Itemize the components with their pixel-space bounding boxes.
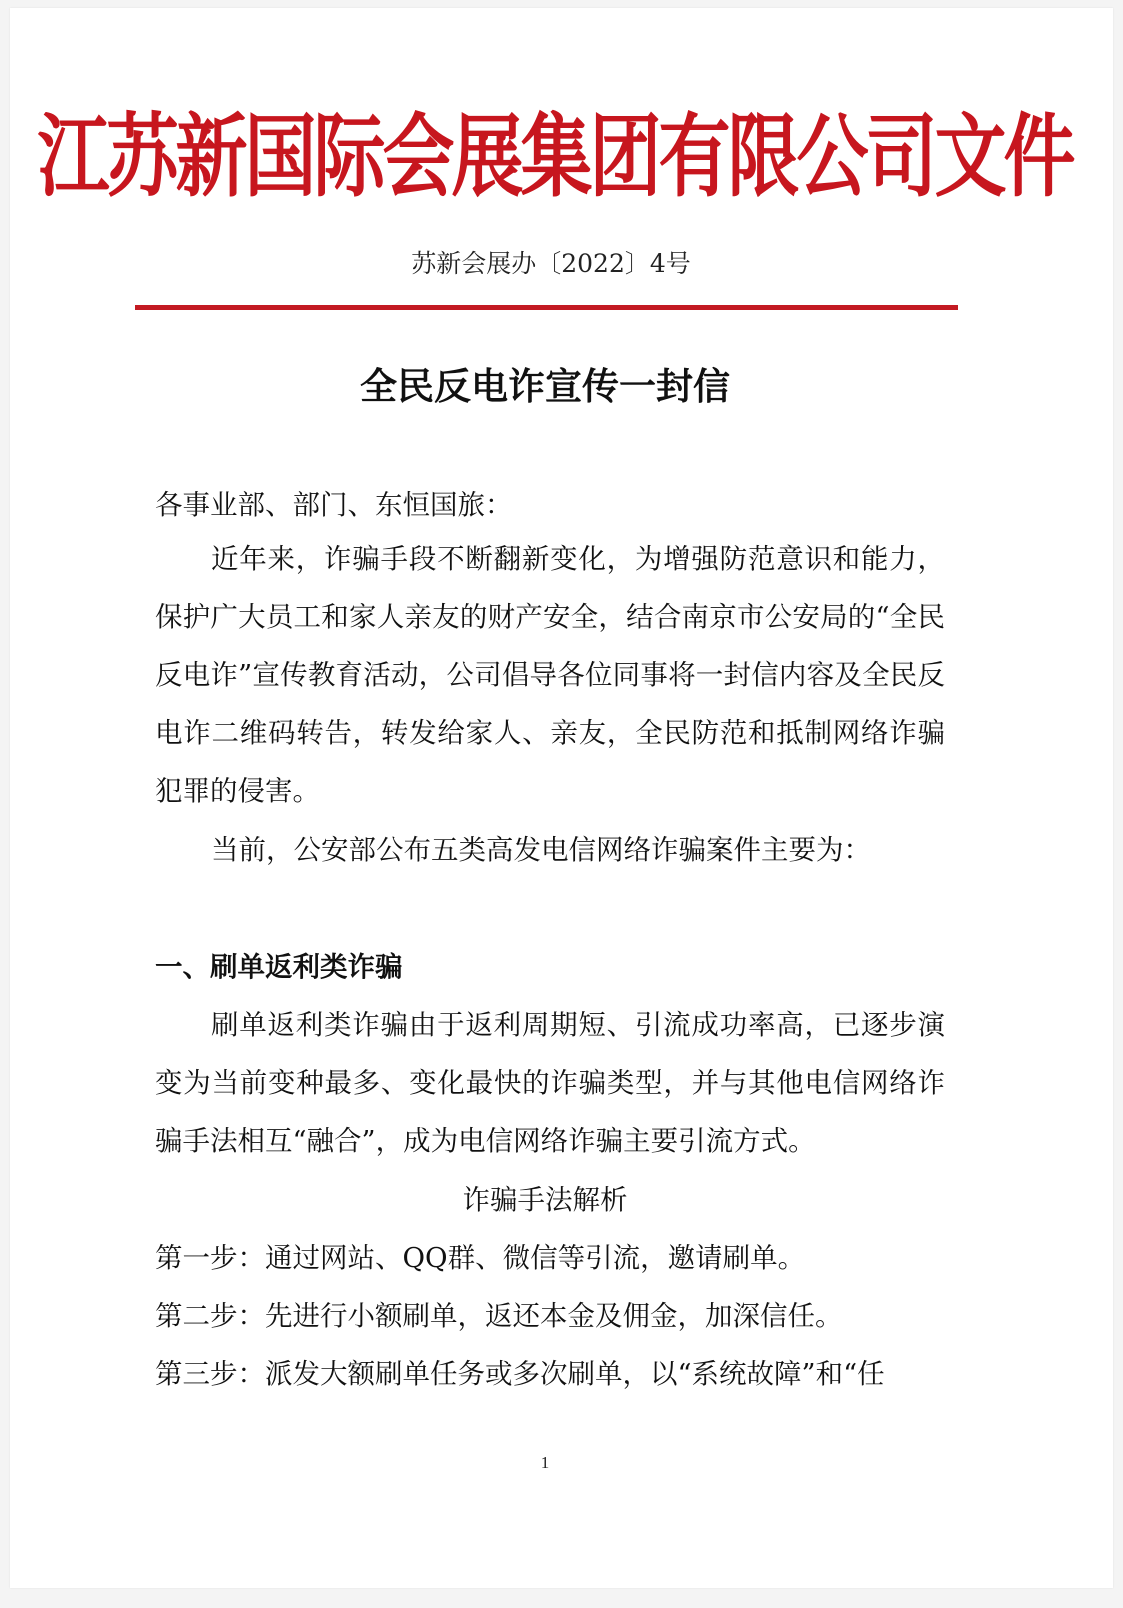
step-item-3: 第三步：派发大额刷单任务或多次刷单，以“系统故障”和“任 (155, 1358, 885, 1390)
page-number: 1 (540, 1453, 550, 1472)
salutation: 各事业部、部门、东恒国旅： (155, 489, 513, 521)
section-paragraph: 刷单返利类诈骗由于返利周期短、引流成功率高，已逐步演变为当前变种最多、变化最快的诈骗类型，并与其他电信网络诈骗手法相互“融合”，成为电信网络诈骗主要引流方式。 (155, 1009, 945, 1157)
case-types-paragraph: 当前，公安部公布五类高发电信网络诈骗案件主要为： (211, 834, 871, 866)
letter-title: 全民反电诈宣传一封信 (360, 364, 730, 408)
step-item-2: 第二步：先进行小额刷单，返还本金及佣金，加深信任。 (155, 1300, 843, 1332)
section-heading: 一、刷单返利类诈骗 (155, 951, 403, 983)
document-number: 苏新会展办〔2022〕4号 (411, 249, 691, 278)
document-page (10, 8, 1113, 1588)
org-header-title: 江苏新国际会展集团有限公司文件 (37, 102, 1073, 209)
red-header-rule (135, 305, 958, 310)
intro-paragraph: 近年来，诈骗手段不断翻新变化，为增强防范意识和能力，保护广大员工和家人亲友的财产安全，结合南京市公安局的“全民反电诈”宣传教育活动，公司倡导各位同事将一封信内容及全民反电诈二维码转告，转发给家人、亲友，全民防范和抵制网络诈骗犯罪的侵害。 (155, 543, 945, 807)
step-item-1: 第一步：通过网站、QQ群、微信等引流，邀请刷单。 (155, 1242, 806, 1274)
method-analysis-heading: 诈骗手法解析 (462, 1184, 628, 1216)
steps-list (155, 1229, 945, 1403)
